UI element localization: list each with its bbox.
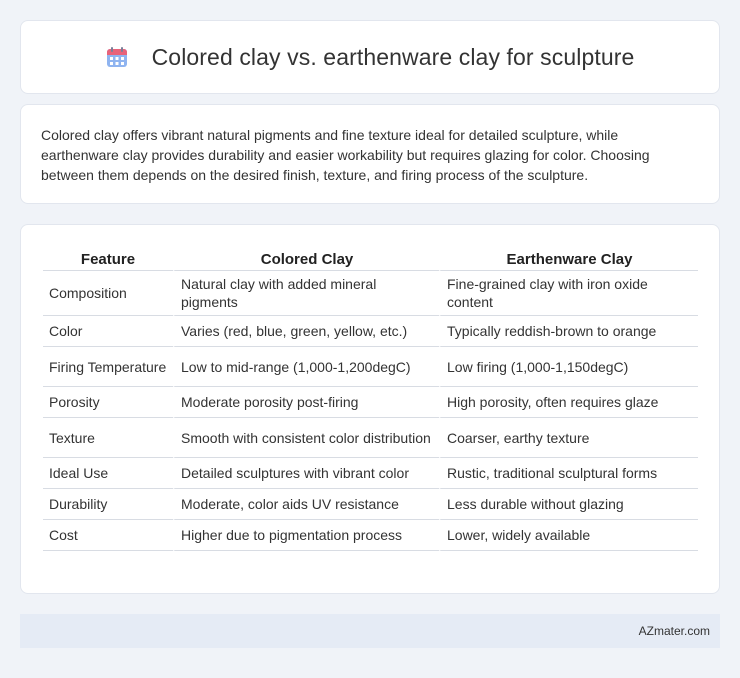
earthenware-clay-cell: Less durable without glazing [439,489,698,520]
earthenware-clay-cell: High porosity, often requires glaze [439,387,698,418]
colored-clay-cell: Varies (red, blue, green, yellow, etc.) [173,316,439,347]
header-feature: Feature [43,245,173,271]
colored-clay-cell: Smooth with consistent color distribution [173,418,439,458]
table-row [43,316,698,347]
feature-cell: Durability [43,489,173,520]
calendar-icon [106,46,128,68]
feature-cell: Composition [43,271,173,316]
table-header-row [43,245,698,271]
earthenware-clay-cell: Fine-grained clay with iron oxide content [439,271,698,316]
colored-clay-cell: Low to mid-range (1,000-1,200degC) [173,347,439,387]
colored-clay-cell: Moderate porosity post-firing [173,387,439,418]
feature-cell: Porosity [43,387,173,418]
footer [20,614,720,648]
table-row [43,458,698,489]
table-row [43,347,698,387]
summary-card [20,104,720,204]
feature-cell: Texture [43,418,173,458]
comparison-table [43,245,698,551]
feature-cell: Cost [43,520,173,551]
earthenware-clay-cell: Lower, widely available [439,520,698,551]
table-row [43,418,698,458]
summary-text: Colored clay offers vibrant natural pigments and fine texture ideal for detailed sculpture, while earthenware clay provides durability and easier workability but requires glazing for color. Choosing between them depends on the desired finish, texture, and firing process of the sculpture. [41,127,650,183]
earthenware-clay-cell: Low firing (1,000-1,150degC) [439,347,698,387]
colored-clay-cell: Moderate, color aids UV resistance [173,489,439,520]
header-earthenware-clay: Earthenware Clay [439,245,698,271]
colored-clay-cell: Detailed sculptures with vibrant color [173,458,439,489]
feature-cell: Ideal Use [43,458,173,489]
footer-brand[interactable]: AZmater.com [638,624,710,638]
table-row [43,271,698,316]
feature-cell: Color [43,316,173,347]
title-card [20,20,720,94]
table-row [43,520,698,551]
earthenware-clay-cell: Coarser, earthy texture [439,418,698,458]
feature-cell: Firing Temperature [43,347,173,387]
header-colored-clay: Colored Clay [173,245,439,271]
earthenware-clay-cell: Rustic, traditional sculptural forms [439,458,698,489]
comparison-card [20,224,720,594]
earthenware-clay-cell: Typically reddish-brown to orange [439,316,698,347]
table-row [43,489,698,520]
table-row [43,387,698,418]
colored-clay-cell: Natural clay with added mineral pigments [173,271,439,316]
page-title: Colored clay vs. earthenware clay for sculpture [151,43,635,70]
colored-clay-cell: Higher due to pigmentation process [173,520,439,551]
